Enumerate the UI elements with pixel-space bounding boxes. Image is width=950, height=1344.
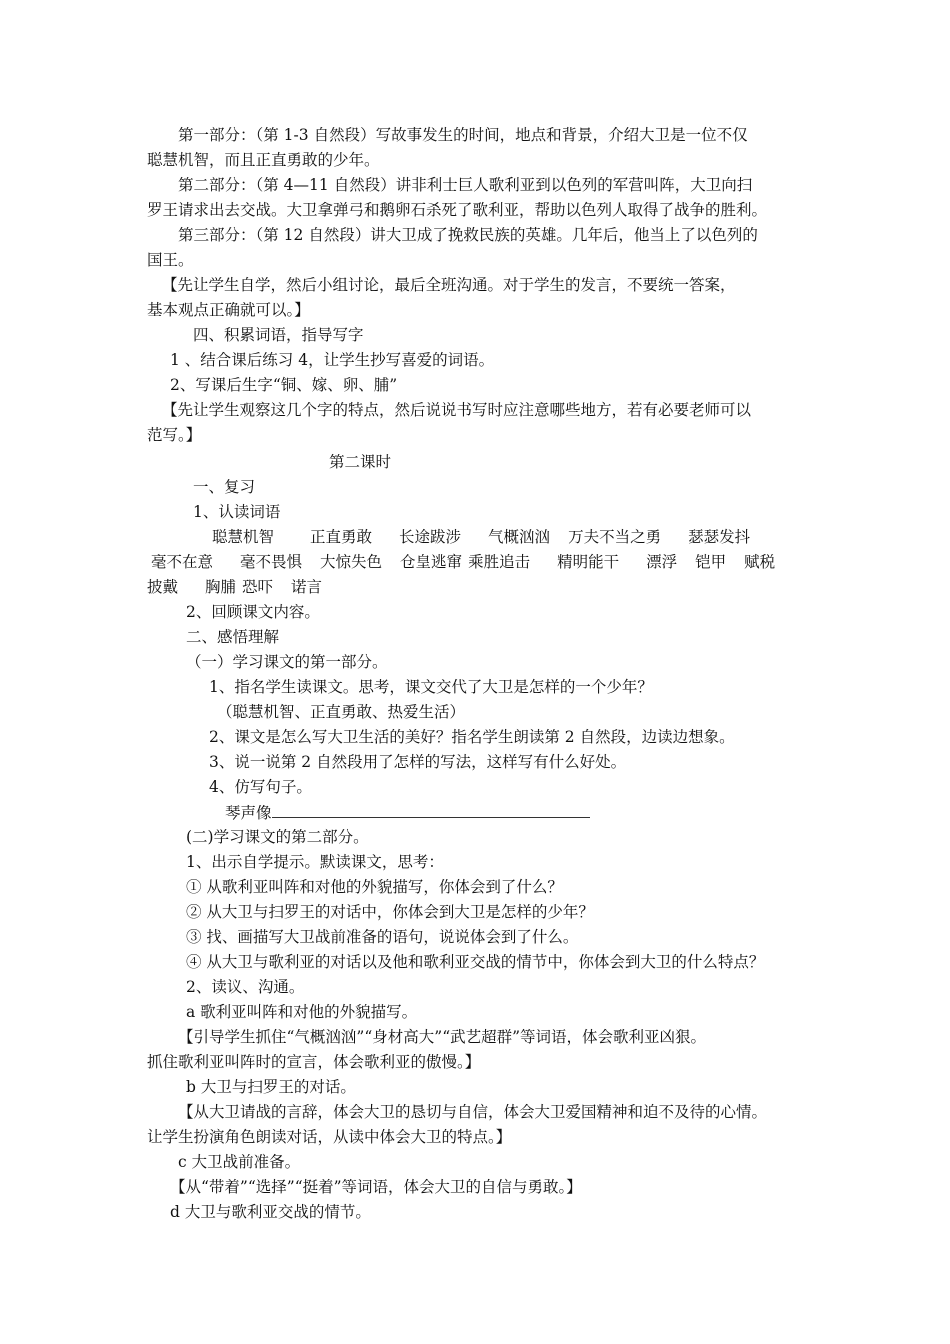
step-4: 4、仿写句子。 <box>209 778 312 796</box>
paragraph-part2-line2: 罗王请求出去交战。大卫拿弹弓和鹅卵石杀死了歌利亚，帮助以色列人取得了战争的胜利。 <box>147 201 768 219</box>
note-a-line1: 【引导学生抓住“气概汹汹”“身材高大”“武艺超群”等词语，体会歌利亚凶狠。 <box>178 1028 707 1046</box>
note-a-line2: 抓住歌利亚叫阵时的宣言，体会歌利亚的傲慢。】 <box>147 1053 481 1071</box>
vocab-word: 漂浮 <box>646 553 678 571</box>
note-c: 【从“带着”“选择”“挺着”等词语，体会大卫的自信与勇敢。】 <box>170 1178 582 1196</box>
note-line2: 基本观点正确就可以。】 <box>147 301 310 319</box>
note-b-line1: 【从大卫请战的言辞，体会大卫的恳切与自信，体会大卫爱国精神和迫不及待的心情。 <box>178 1103 768 1121</box>
vocab-word: 长途跋涉 <box>399 528 462 546</box>
vocab-word: 大惊失色 <box>320 553 383 571</box>
fill-in-blank <box>272 801 590 818</box>
note2-line1: 【先让学生观察这几个字的特点，然后说说书写时应注意哪些地方，若有必要老师可以 <box>162 401 752 419</box>
paragraph-part3-line1: 第三部分：（第 12 自然段）讲大卫成了挽救民族的英雄。几年后，他当上了以色列的 <box>178 226 758 244</box>
vocab-row-2 <box>151 551 775 573</box>
section-heading-review: 一、复习 <box>193 478 256 496</box>
list-item-read-words: 1、认读词语 <box>193 503 281 521</box>
note-b-line2: 让学生扮演角色朗读对话，从读中体会大卫的特点。】 <box>147 1128 512 1146</box>
vocab-word: 万夫不当之勇 <box>568 528 662 546</box>
fill-in-sentence <box>225 801 590 824</box>
vocab-row-3 <box>147 576 322 598</box>
vocab-word: 气概汹汹 <box>488 528 551 546</box>
vocab-word: 铠甲 <box>695 553 727 571</box>
vocab-word: 披戴 <box>147 578 179 596</box>
list-item-review-text: 2、回顾课文内容。 <box>186 603 320 621</box>
step-1-answer: （聪慧机智、正直勇敢、热爱生活） <box>217 703 466 721</box>
vocab-word: 正直勇敢 <box>310 528 373 546</box>
step-3: 3、说一说第 2 自然段用了怎样的写法，这样写有什么好处。 <box>209 753 627 771</box>
vocab-word: 仓皇逃窜 <box>400 553 463 571</box>
vocab-row-1 <box>212 526 750 548</box>
paragraph-part3-line2: 国王。 <box>147 251 194 269</box>
vocab-word: 精明能干 <box>557 553 620 571</box>
question-3: ③ 找、画描写大卫战前准备的语句，说说体会到了什么。 <box>186 928 579 946</box>
discuss-step: 2、读议、沟通。 <box>186 978 305 996</box>
paragraph-part1-line1: 第一部分：（第 1-3 自然段）写故事发生的时间，地点和背景，介绍大卫是一位不仅 <box>178 126 748 144</box>
subsection-part1: （一）学习课文的第一部分。 <box>186 653 388 671</box>
question-4: ④ 从大卫与歌利亚的对话以及他和歌利亚交战的情节中，你体会到大卫的什么特点？ <box>186 953 765 971</box>
vocab-word: 聪慧机智 <box>212 528 275 546</box>
vocab-word: 毫不畏惧 <box>240 553 303 571</box>
question-2: ② 从大卫与扫罗王的对话中，你体会到大卫是怎样的少年？ <box>186 903 594 921</box>
step-1: 1、指名学生读课文。思考，课文交代了大卫是怎样的一个少年？ <box>209 678 653 696</box>
item-b: b 大卫与扫罗王的对话。 <box>186 1078 356 1096</box>
vocab-word: 毫不在意 <box>151 553 214 571</box>
vocab-word: 胸脯 <box>205 578 237 596</box>
item-a: a 歌利亚叫阵和对他的外貌描写。 <box>186 1003 418 1021</box>
paragraph-part2-line1: 第二部分：（第 4—11 自然段）讲非利士巨人歌利亚到以色列的军营叫阵，大卫向扫 <box>178 176 753 194</box>
vocab-word: 乘胜追击 <box>468 553 531 571</box>
subsection-part2: (二)学习课文的第二部分。 <box>186 828 369 846</box>
section-heading-understanding: 二、感悟理解 <box>186 628 280 646</box>
self-study-prompt: 1、出示自学提示。默读课文，思考： <box>186 853 444 871</box>
step-2: 2、课文是怎么写大卫生活的美好？指名学生朗读第 2 自然段，边读边想象。 <box>209 728 735 746</box>
question-1: ① 从歌利亚叫阵和对他的外貌描写，你体会到了什么？ <box>186 878 563 896</box>
list-item-2: 2、写课后生字“铜、嫁、卵、脯” <box>170 376 398 394</box>
note2-line2: 范写。】 <box>147 426 202 444</box>
item-c: c 大卫战前准备。 <box>178 1153 301 1171</box>
paragraph-part1-line2: 聪慧机智，而且正直勇敢的少年。 <box>147 151 380 169</box>
vocab-word: 恐吓 <box>242 578 274 596</box>
note-line1: 【先让学生自学，然后小组讨论，最后全班沟通。对于学生的发言，不要统一答案， <box>162 276 736 294</box>
list-item-1: 1 、结合课后练习 4，让学生抄写喜爱的词语。 <box>170 351 495 369</box>
lesson-title: 第二课时 <box>329 453 392 471</box>
vocab-word: 瑟瑟发抖 <box>688 528 751 546</box>
section-heading-four: 四、积累词语，指导写字 <box>193 326 364 344</box>
vocab-word: 诺言 <box>291 578 323 596</box>
vocab-word: 赋税 <box>744 553 776 571</box>
item-d: d 大卫与歌利亚交战的情节。 <box>170 1203 371 1221</box>
fill-in-prefix: 琴声像 <box>225 804 272 822</box>
